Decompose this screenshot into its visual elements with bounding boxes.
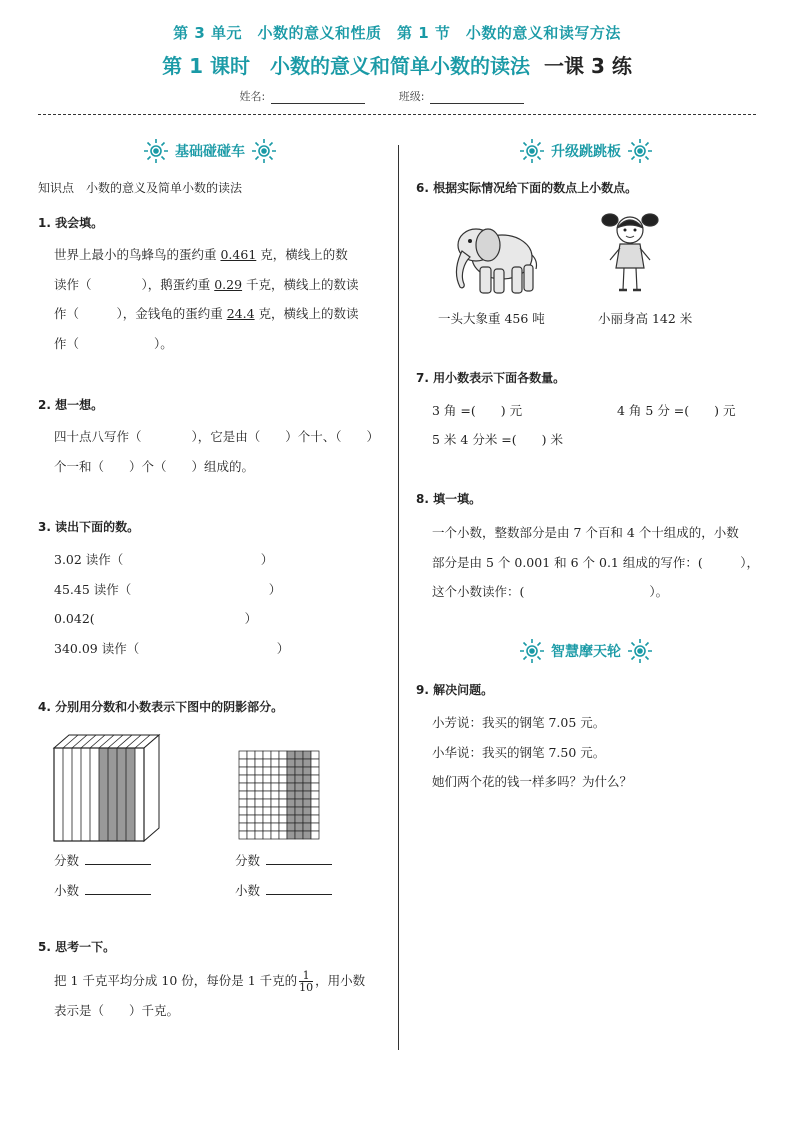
lesson-title-row (0, 50, 794, 79)
grid-cell (279, 807, 287, 815)
q7-title: 7. 用小数表示下面各数量。 (416, 371, 566, 385)
grid-cell (303, 799, 311, 807)
grid-cell (295, 759, 303, 767)
grid-cell (263, 767, 271, 775)
grid-cell (303, 751, 311, 759)
grid-cell (255, 767, 263, 775)
lesson-suffix: 一课 3 练 (544, 54, 632, 78)
q3-item: 0.042( ） (54, 611, 258, 626)
q3-title: 3. 读出下面的数。 (38, 520, 140, 534)
grid-cell (287, 807, 295, 815)
grid-cell (239, 807, 247, 815)
decimal-blank[interactable] (266, 884, 332, 895)
grid-cell (247, 831, 255, 839)
sun-icon (143, 138, 169, 164)
grid-cell (311, 751, 319, 759)
grid-cell (287, 759, 295, 767)
grid-figure (238, 750, 320, 840)
grid-cell (287, 767, 295, 775)
grid-cell (287, 783, 295, 791)
grid-cell (287, 815, 295, 823)
grid-cell (279, 823, 287, 831)
grid-cell (303, 783, 311, 791)
grid-cell (247, 791, 255, 799)
column-divider (398, 145, 399, 1050)
grid-cell (247, 815, 255, 823)
grid-cell (311, 823, 319, 831)
section-wisdom-title: 智慧摩天轮 (551, 644, 621, 660)
grid-cell (303, 791, 311, 799)
class-label: 班级: (398, 90, 425, 103)
grid-cell (271, 767, 279, 775)
grid-cell (271, 791, 279, 799)
name-class-row (0, 88, 794, 104)
grid-cell (295, 799, 303, 807)
q4-title: 4. 分别用分数和小数表示下图中的阴影部分。 (38, 700, 284, 714)
cube-figure (52, 733, 162, 843)
q4-answers-right: 分数 小数 (235, 846, 385, 905)
grid-cell (271, 799, 279, 807)
girl-image (600, 210, 660, 296)
q3-item: 340.09 读作（ ） (54, 640, 290, 656)
grid-cell (303, 767, 311, 775)
grid-cell (271, 823, 279, 831)
grid-cell (295, 823, 303, 831)
grid-cell (311, 807, 319, 815)
grid-cell (239, 759, 247, 767)
grid-cell (295, 807, 303, 815)
grid-cell (287, 831, 295, 839)
grid-cell (271, 831, 279, 839)
q8-title: 8. 填一填。 (416, 492, 482, 506)
grid-cell (271, 783, 279, 791)
grid-cell (247, 799, 255, 807)
grid-cell (295, 791, 303, 799)
grid-cell (247, 751, 255, 759)
section-wisdom (496, 638, 676, 664)
grid-cell (239, 815, 247, 823)
q2-title: 2. 想一想。 (38, 398, 104, 412)
section-advanced (496, 138, 676, 164)
grid-cell (247, 767, 255, 775)
q1-body: 世界上最小的鸟蜂鸟的蛋约重 0.461 克，横线上的数 读作（ ），鹅蛋约重 0.29 千克，横线上的数读 作（ ），金钱龟的蛋约重 24.4 克，横线上的数读 作（ ）。 (54, 247, 359, 351)
grid-cell (255, 799, 263, 807)
grid-cell (303, 807, 311, 815)
grid-cell (239, 823, 247, 831)
grid-cell (311, 775, 319, 783)
section-advanced-title: 升级跳跳板 (551, 144, 621, 160)
grid-cell (311, 767, 319, 775)
q2-body: 四十点八写作（ ），它是由（ ）个十、（ ） 个一和（ ）个（ ）组成的。 (54, 429, 380, 474)
q3-list (54, 545, 394, 663)
elephant-image (450, 215, 540, 297)
grid-cell (303, 775, 311, 783)
grid-cell (295, 775, 303, 783)
grid-cell (303, 759, 311, 767)
q5-title: 5. 思考一下。 (38, 940, 116, 954)
section-basic (120, 138, 300, 164)
grid-cell (263, 815, 271, 823)
sun-icon (519, 638, 545, 664)
elephant-caption: 一头大象重 456 吨 (438, 311, 545, 326)
grid-cell (255, 815, 263, 823)
grid-cell (295, 767, 303, 775)
fraction-blank[interactable] (266, 854, 332, 865)
q3-item: 45.45 读作（ ） (54, 581, 282, 597)
grid-cell (263, 831, 271, 839)
q8-body: 一个小数，整数部分是由 7 个百和 4 个十组成的，小数 部分是由 5 个 0.001 和 6 个 0.1 组成的写作：( ）， 这个小数读作：( ）。 (432, 525, 759, 599)
name-label: 姓名: (239, 90, 266, 103)
sun-icon (519, 138, 545, 164)
grid-cell (287, 775, 295, 783)
grid-cell (287, 823, 295, 831)
grid-cell (263, 823, 271, 831)
grid-cell (255, 751, 263, 759)
grid-cell (311, 783, 319, 791)
grid-cell (247, 823, 255, 831)
unit-title: 第 3 单元 小数的意义和性质 第 1 节 小数的意义和读写方法 (173, 24, 621, 42)
q7-b: 4 角 5 分 =( ) 元 (617, 403, 736, 418)
grid-cell (303, 815, 311, 823)
grid-cell (247, 807, 255, 815)
grid-cell (247, 759, 255, 767)
fraction: $\frac{1}{10}$ (299, 969, 314, 994)
knowledge-point: 知识点 小数的意义及简单小数的读法 (38, 181, 243, 195)
sun-icon (251, 138, 277, 164)
grid-cell (295, 751, 303, 759)
grid-cell (311, 791, 319, 799)
grid-cell (271, 775, 279, 783)
grid-cell (255, 823, 263, 831)
grid-cell (255, 807, 263, 815)
grid-cell (263, 759, 271, 767)
grid-cell (263, 807, 271, 815)
q7-a: 3 角 =( ) 元 (432, 403, 523, 418)
lesson-title: 第 1 课时 小数的意义和简单小数的读法 (162, 54, 530, 78)
grid-cell (279, 775, 287, 783)
class-blank[interactable] (430, 93, 524, 104)
q5-body: 把 1 千克平均分成 10 份，每份是 1 千克的 $\frac{1}{10}$ ，用小数 表示是（ ）千克。 (54, 969, 366, 1018)
q4-answers-left: 分数 小数 (54, 846, 204, 905)
grid-cell (239, 799, 247, 807)
grid-cell (287, 799, 295, 807)
grid-cell (263, 775, 271, 783)
grid-cell (247, 775, 255, 783)
grid-cell (239, 831, 247, 839)
grid-cell (263, 799, 271, 807)
grid-cell (279, 815, 287, 823)
grid-cell (279, 831, 287, 839)
grid-cell (287, 751, 295, 759)
grid-cell (295, 783, 303, 791)
grid-cell (255, 759, 263, 767)
grid-cell (303, 823, 311, 831)
grid-cell (239, 775, 247, 783)
grid-cell (279, 799, 287, 807)
grid-cell (255, 783, 263, 791)
grid-cell (311, 759, 319, 767)
grid-cell (271, 759, 279, 767)
header-divider (38, 114, 756, 115)
grid-cell (287, 791, 295, 799)
sun-icon (627, 138, 653, 164)
grid-cell (255, 831, 263, 839)
q7-c: 5 米 4 分米 =( ) 米 (432, 432, 564, 447)
grid-cell (311, 799, 319, 807)
q1-title: 1. 我会填。 (38, 216, 104, 230)
grid-cell (279, 759, 287, 767)
grid-cell (279, 791, 287, 799)
grid-cell (311, 815, 319, 823)
q9-title: 9. 解决问题。 (416, 683, 494, 697)
q3-item: 3.02 读作（ ） (54, 552, 274, 567)
grid-cell (271, 815, 279, 823)
grid-cell (279, 751, 287, 759)
grid-cell (263, 791, 271, 799)
q6-title: 6. 根据实际情况给下面的数点上小数点。 (416, 181, 638, 195)
grid-cell (295, 815, 303, 823)
grid-cell (279, 767, 287, 775)
grid-cell (311, 831, 319, 839)
sun-icon (627, 638, 653, 664)
grid-cell (255, 791, 263, 799)
grid-cell (239, 751, 247, 759)
name-blank[interactable] (271, 93, 365, 104)
grid-cell (279, 783, 287, 791)
grid-cell (271, 807, 279, 815)
q9-body: 小芳说：我买的钢笔 7.05 元。 小华说：我买的钢笔 7.50 元。 她们两个花的钱一样多吗？为什么？ (432, 715, 633, 789)
grid-cell (239, 791, 247, 799)
grid-cell (263, 751, 271, 759)
fraction-blank[interactable] (85, 854, 151, 865)
grid-cell (255, 775, 263, 783)
grid-cell (271, 751, 279, 759)
section-basic-title: 基础碰碰车 (175, 144, 245, 160)
girl-caption: 小丽身高 142 米 (598, 311, 693, 326)
grid-cell (239, 767, 247, 775)
grid-cell (247, 783, 255, 791)
grid-cell (303, 831, 311, 839)
grid-cell (295, 831, 303, 839)
decimal-blank[interactable] (85, 884, 151, 895)
grid-cell (239, 783, 247, 791)
grid-cell (263, 783, 271, 791)
